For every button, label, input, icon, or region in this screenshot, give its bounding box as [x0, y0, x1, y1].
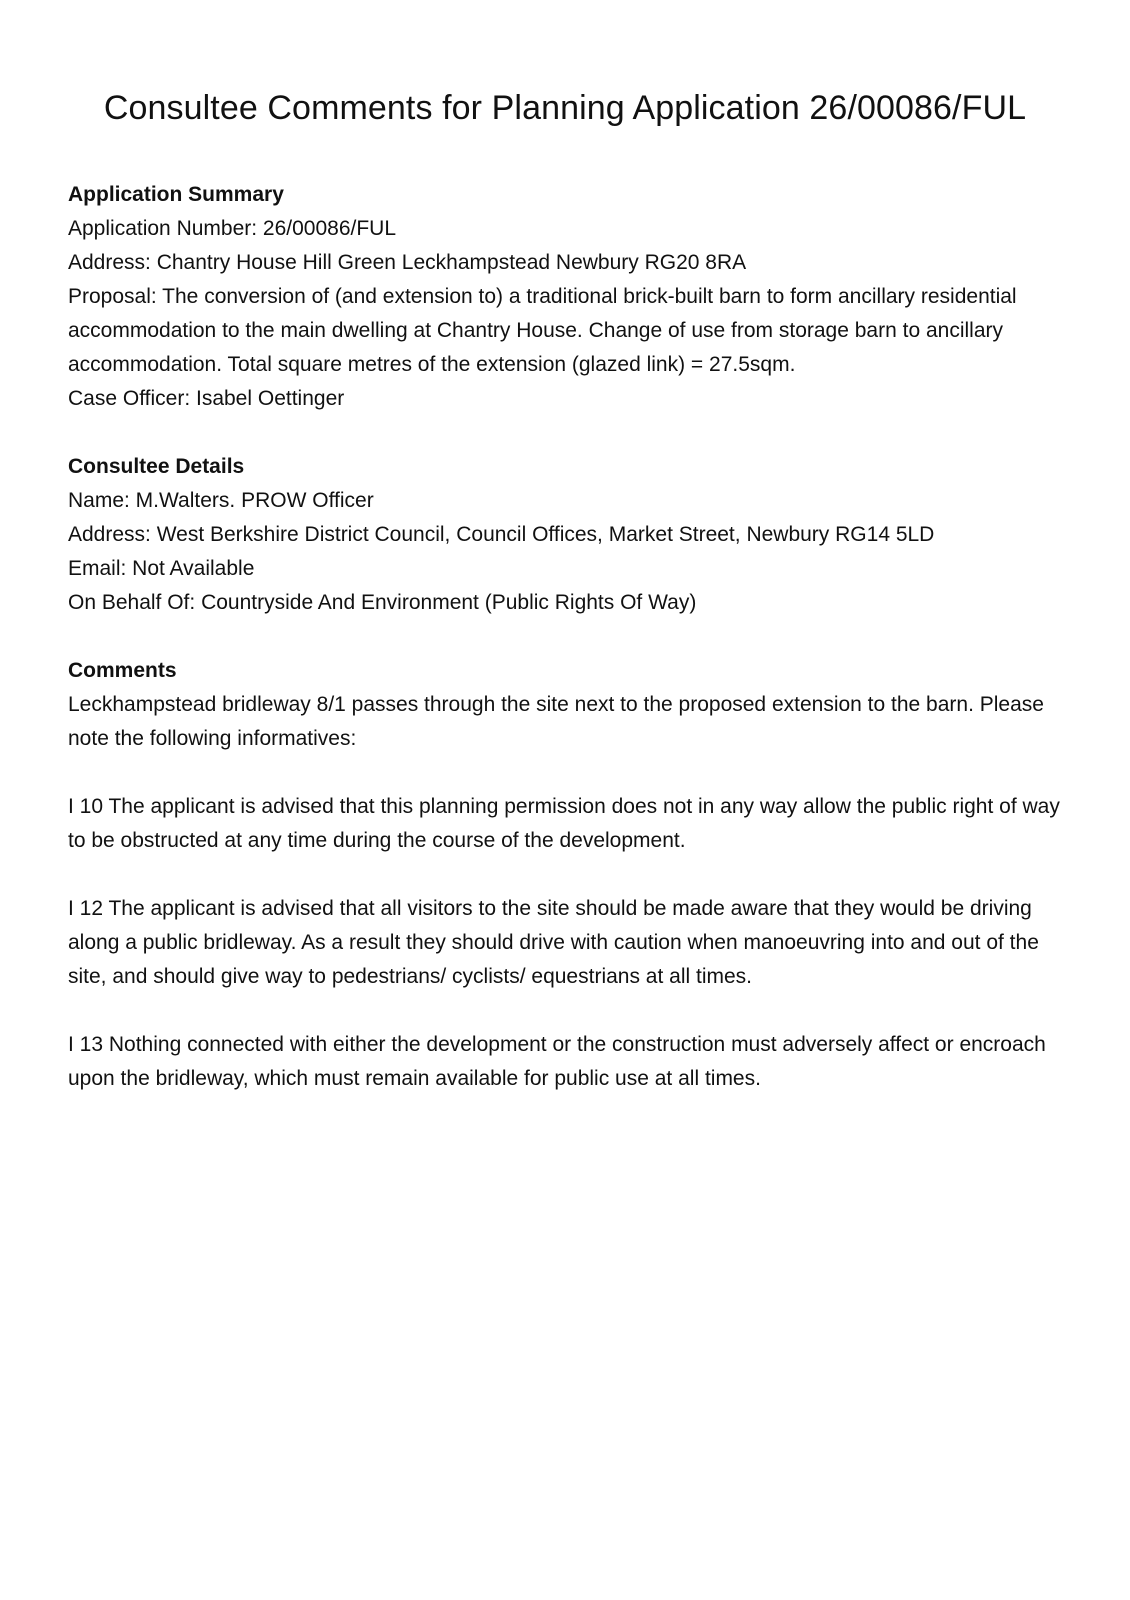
application-address: Address: Chantry House Hill Green Leckhampstead Newbury RG20 8RA — [68, 251, 747, 274]
informative-i13: I 13 Nothing connected with either the development or the construction must adversely affect or encroach upon the bridleway, which must remain available for public use at all times. — [68, 1033, 1046, 1090]
comments-heading: Comments — [68, 659, 177, 682]
consultee-details-heading: Consultee Details — [68, 455, 245, 478]
informative-i10: I 10 The applicant is advised that this planning permission does not in any way allow the public right of way to be obstructed at any time during the course of the development. — [68, 795, 1060, 852]
application-summary-section — [68, 178, 1078, 416]
consultee-on-behalf-of: On Behalf Of: Countryside And Environment (Public Rights Of Way) — [68, 591, 697, 614]
consultee-name: Name: M.Walters. PROW Officer — [68, 489, 374, 512]
consultee-details-section — [68, 450, 1078, 620]
comments-intro: Leckhampstead bridleway 8/1 passes through the site next to the proposed extension to the barn. Please note the following informatives: — [68, 693, 1044, 750]
comments-section — [68, 654, 1078, 1096]
case-officer: Case Officer: Isabel Oettinger — [68, 387, 345, 410]
page-title: Consultee Comments for Planning Application 26/00086/FUL — [103, 89, 1027, 127]
consultee-email: Email: Not Available — [68, 557, 255, 580]
application-number: Application Number: 26/00086/FUL — [68, 217, 397, 240]
document-body — [68, 178, 1078, 1130]
application-summary-heading: Application Summary — [68, 183, 284, 206]
application-proposal: Proposal: The conversion of (and extension to) a traditional brick-built barn to form ancillary residential accommodation to the main dwelling at Chantry House. Change of use from storage barn to ancillary accommodation. Total square metres of the extension (glazed link) = 27.5sqm. — [68, 285, 1017, 376]
consultee-address: Address: West Berkshire District Council, Council Offices, Market Street, Newbury RG14 5LD — [68, 523, 935, 546]
informative-i12: I 12 The applicant is advised that all visitors to the site should be made aware that they would be driving along a public bridleway. As a result they should drive with caution when manoeuvring into and out of the site, and should give way to pedestrians/ cyclists/ equestrians at all times. — [68, 897, 1039, 988]
